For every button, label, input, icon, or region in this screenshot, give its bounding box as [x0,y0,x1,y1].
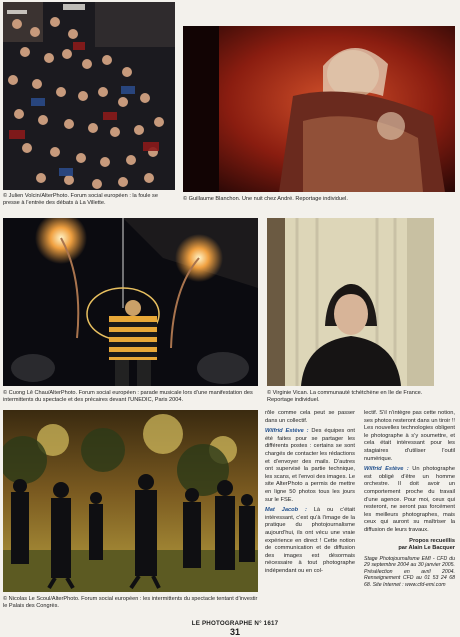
speaker-name: Wilfrid Estève : [265,428,309,435]
photo-crowd [3,2,175,190]
article-column-2 [364,410,455,589]
article-paragraph [265,507,355,575]
article-column-1 [265,410,355,578]
article-paragraph [265,428,355,504]
signature-line: Propos recueillis [409,537,455,544]
photo-parade [3,218,258,386]
signature [364,538,455,553]
page-number: 31 [229,627,240,637]
article-paragraph: rôle comme cela peut se passer dans un collectif. [265,410,355,424]
caption-portrait: © Virginie Vican. La communauté tchétchène en Ile de France. Reportage individuel. [267,390,423,403]
article-paragraph [364,466,455,534]
photo-police-line [3,410,258,592]
caption-parade: © Cuong Lê Chau/AlterPhoto. Forum social européen : parade musicale lors d’une manifestation des intermittents du spectacle et des précaires devant l’UNEDIC, Paris 2004. [3,390,253,403]
caption-police-line: © Nicolas Le Scoul/AlterPhoto. Forum social européen : les intermittents du spectacle tentant d’investir le Palais des Congrès. [3,596,258,609]
caption-crowd: © Julien Volcin/AlterPhoto. Forum social européen : la foule se presse à l’entrée des débats à La Villette. [3,193,158,206]
photo-portrait [267,218,434,386]
signature-line: par Alain Le Bacquer [398,545,455,552]
paragraph-text: Là ou c’était intéressant, c’est qu’à l’image de la pratique du photojournalisme aujourd’hui, ils ont vécu une vraie expérience en direct ! Cette notion de communication et de diffusion des images est désormais nécessaire à tout photographe indépendant ou en col- [265,507,355,574]
course-note: Stage Photojournalisme EMI - CFD du 29 septembre 2004 au 30 janvier 2005. Présélection en avril 2004. Renseignement CFD au 01 53 24 68 68. Site Internet : www.cfd-emi.com [364,555,455,589]
photo-woman-red-light [183,26,455,192]
paragraph-text: Des équipes ont été faites pour se partager les différents postes : certains se sont chargés de contacter les rédactions et d’envoyer des mails. D’autres ont supervisé la partie technique, les scans, et l’envoi des images. Le site AlterPhoto a permis de mettre en ligne 50 photos tous les jours sur le FSE. [265,428,355,503]
speaker-name: Mat Jacob : [265,507,307,514]
paragraph-text: Un photographe est obligé d’être un homme orchestre. Il doit avoir un comportement proche du travail d’une agence. Pour moi, ceux qui resteront, ne seront pas forcément les meilleurs photographes, mais ceux qui auront su maîtriser la diffusion de leurs travaux. [364,466,455,533]
magazine-footer: LE PHOTOGRAPHE N° 1617 [191,620,279,627]
caption-woman-red-light: © Guillaume Blanchon. Une nuit chez André. Reportage individuel. [183,196,348,202]
article-paragraph: lectif. S’il n’intègre pas cette notion, ses photos resteront dans un tiroir !! Les nouvelles technologies obligent le photographe à s’y soumettre, et cela était intéressant pour les stagiaires d’utiliser l’outil numérique. [364,410,455,462]
speaker-name: Wilfrid Estève : [364,466,409,473]
